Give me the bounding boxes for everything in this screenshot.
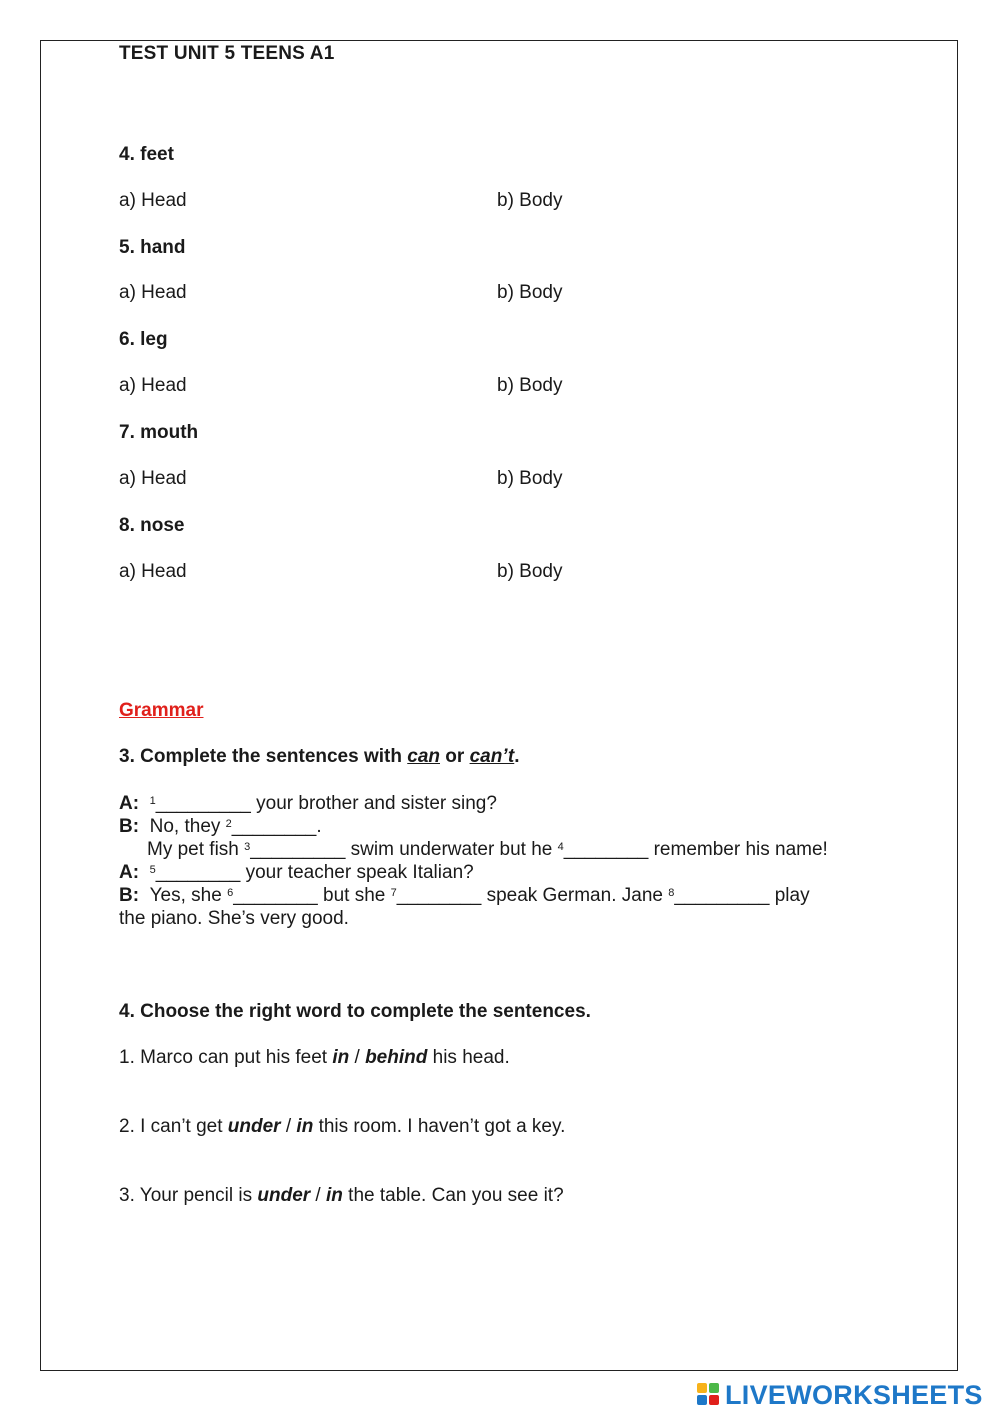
question-8: 8. nose: [119, 515, 185, 536]
blank-2[interactable]: ________.: [231, 816, 322, 837]
blank-6[interactable]: ________ but she: [233, 885, 391, 906]
dialogue-line-2: [119, 815, 322, 838]
separator: /: [280, 1116, 297, 1137]
exercise-3-title-text: 3. Complete the sentences with: [119, 746, 408, 767]
sentence-3: [119, 1185, 564, 1207]
question-4-option-a[interactable]: a) Head: [119, 190, 187, 211]
keyword-cant: can’t: [469, 746, 515, 767]
question-5: 5. hand: [119, 237, 186, 258]
dialogue-line-1: [119, 792, 497, 815]
grammar-heading: Grammar: [119, 700, 204, 721]
question-4: 4. feet: [119, 144, 174, 165]
blank-5[interactable]: ________ your teacher speak Italian?: [155, 862, 474, 883]
speaker-b: B:: [119, 885, 140, 906]
blank-1[interactable]: _________ your brother and sister sing?: [155, 793, 497, 814]
exercise-3-title: [119, 746, 520, 768]
question-5-option-a[interactable]: a) Head: [119, 282, 187, 303]
blank-number-7: 7: [390, 887, 397, 899]
question-6-option-a[interactable]: a) Head: [119, 375, 187, 396]
sentence-text: this room. I haven’t got a key.: [313, 1116, 566, 1137]
liveworksheets-logo-icon: [697, 1383, 721, 1407]
dialogue-text: My pet fish: [147, 839, 245, 860]
keyword-can: can: [407, 746, 440, 767]
sentence-text: 1. Marco can put his feet: [119, 1047, 333, 1068]
question-7: 7. mouth: [119, 422, 199, 443]
separator: /: [310, 1185, 326, 1206]
sentence-text: the table. Can you see it?: [342, 1185, 564, 1206]
exercise-4-title: 4. Choose the right word to complete the sentences.: [119, 1001, 591, 1022]
page-title: TEST UNIT 5 TEENS A1: [119, 43, 335, 64]
blank-number-2: 2: [225, 818, 232, 830]
question-6-option-b[interactable]: b) Body: [497, 375, 563, 396]
blank-7[interactable]: ________ speak German. Jane: [396, 885, 669, 906]
question-4-option-b[interactable]: b) Body: [497, 190, 563, 211]
dialogue-text: No, they: [149, 816, 226, 837]
dialogue-line-5: [119, 884, 810, 907]
exercise-3-or: or: [440, 746, 470, 767]
dialogue-line-6: the piano. She’s very good.: [119, 908, 349, 929]
liveworksheets-logo[interactable]: [697, 1380, 983, 1410]
choice-in[interactable]: in: [296, 1116, 314, 1137]
blank-4[interactable]: ________ remember his name!: [563, 839, 828, 860]
choice-behind[interactable]: behind: [365, 1047, 428, 1068]
sentence-1: [119, 1047, 510, 1069]
dialogue-line-4: [119, 861, 474, 884]
question-8-option-b[interactable]: b) Body: [497, 561, 563, 582]
question-7-option-a[interactable]: a) Head: [119, 468, 187, 489]
separator: /: [349, 1047, 366, 1068]
choice-under[interactable]: under: [227, 1116, 281, 1137]
speaker-b: B:: [119, 816, 140, 837]
blank-8[interactable]: _________ play: [674, 885, 810, 906]
blank-number-6: 6: [227, 887, 234, 899]
question-7-option-b[interactable]: b) Body: [497, 468, 563, 489]
question-5-option-b[interactable]: b) Body: [497, 282, 563, 303]
blank-number-5: 5: [149, 864, 156, 876]
sentence-text: 3. Your pencil is: [119, 1185, 258, 1206]
speaker-a: A:: [119, 862, 140, 883]
choice-under[interactable]: under: [257, 1185, 311, 1206]
blank-3[interactable]: _________ swim underwater but he: [250, 839, 558, 860]
dialogue-text: Yes, she: [149, 885, 228, 906]
blank-number-1: 1: [149, 795, 156, 807]
exercise-3-period: .: [514, 746, 520, 767]
blank-number-8: 8: [668, 887, 675, 899]
sentence-text: 2. I can’t get: [119, 1116, 228, 1137]
choice-in[interactable]: in: [332, 1047, 350, 1068]
sentence-2: [119, 1116, 565, 1138]
question-6: 6. leg: [119, 329, 168, 350]
liveworksheets-brand: LIVEWORKSHEETS: [725, 1379, 983, 1410]
speaker-a: A:: [119, 793, 140, 814]
question-8-option-a[interactable]: a) Head: [119, 561, 187, 582]
choice-in[interactable]: in: [326, 1185, 343, 1206]
sentence-text: his head.: [427, 1047, 510, 1068]
blank-number-3: 3: [244, 841, 251, 853]
dialogue-line-3: [147, 838, 828, 861]
blank-number-4: 4: [557, 841, 564, 853]
